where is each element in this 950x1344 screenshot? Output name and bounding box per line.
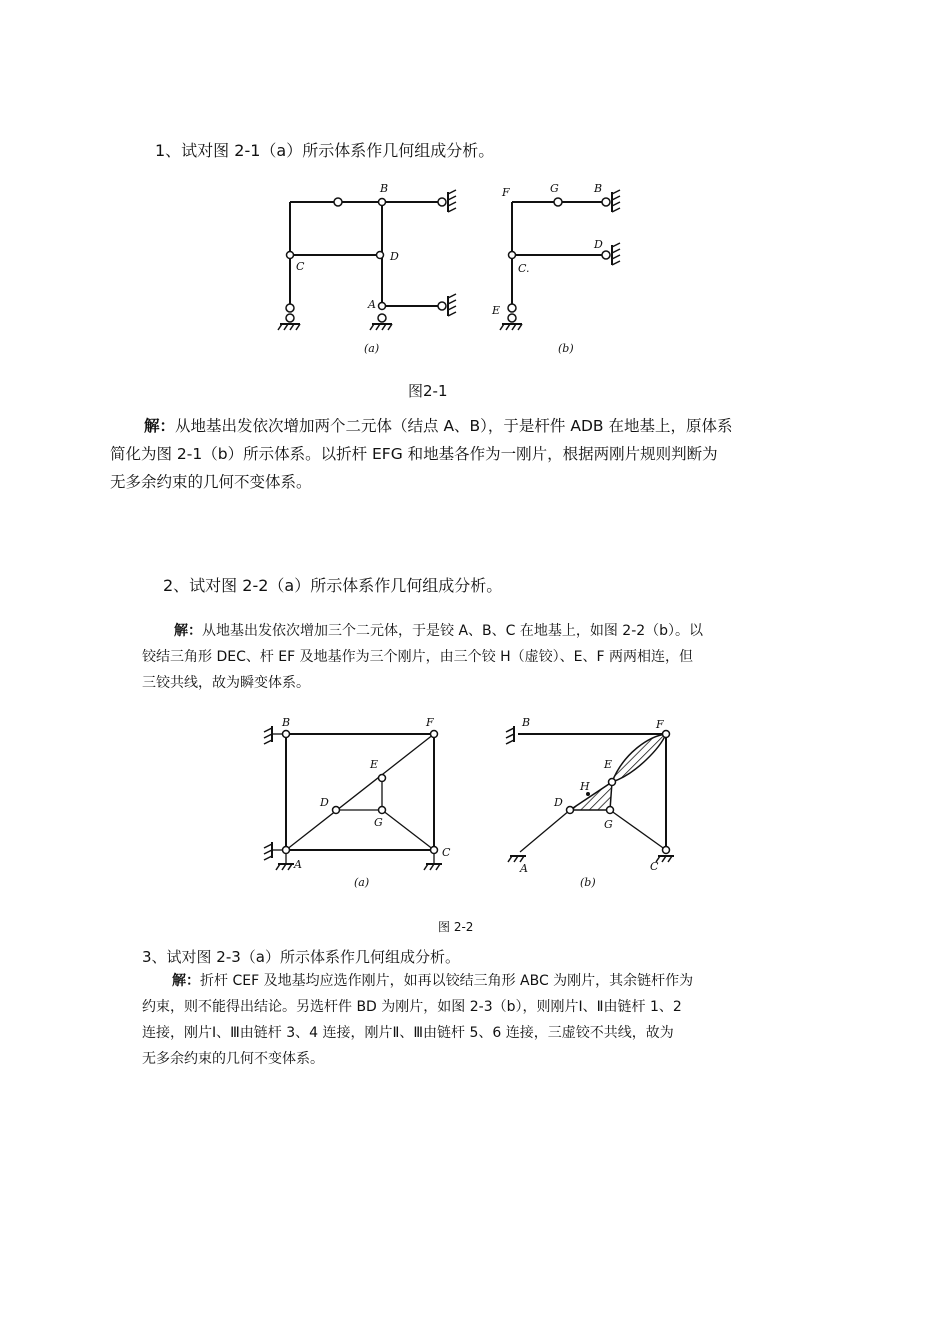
label-H: H xyxy=(580,780,590,793)
label-G: G xyxy=(550,182,559,195)
label-F: F xyxy=(656,718,664,731)
solution-line-4: 无多余约束的几何不变体系。 xyxy=(142,1051,324,1067)
label-A: A xyxy=(520,862,528,875)
figure-2-2a xyxy=(258,712,468,892)
solution-line-2: 简化为图 2-1（b）所示体系。以折杆 EFG 和地基各作为一刚片，根据两刚片规则判断为 xyxy=(110,445,718,463)
subcaption-a: (a) xyxy=(364,342,380,355)
figure-2-2-caption: 图 2-2 xyxy=(438,920,474,934)
label-D: D xyxy=(554,796,563,809)
figure-2-1-caption: 图2-1 xyxy=(408,382,448,400)
label-F: F xyxy=(502,186,510,199)
label-G: G xyxy=(374,816,383,829)
label-D: D xyxy=(320,796,329,809)
label-C: C xyxy=(442,846,451,859)
solution-lead: 解： xyxy=(174,623,202,639)
label-A: A xyxy=(294,858,302,871)
solution-line-1: 折杆 CEF 及地基均应选作刚片，如再以铰结三角形 ABC 为刚片，其余链杆作为 xyxy=(200,973,694,989)
label-A: A xyxy=(368,298,376,311)
solution-lead: 解： xyxy=(172,973,200,989)
solution-lead: 解： xyxy=(144,417,176,435)
label-C: C xyxy=(296,260,305,273)
solution-line-2: 约束，则不能得出结论。另选杆件 BD 为刚片，如图 2-3（b），则刚片Ⅰ、Ⅱ由链杆 1、2 xyxy=(142,999,682,1015)
label-B: B xyxy=(282,716,291,729)
label-C: C. xyxy=(518,262,530,275)
figure-2-2b xyxy=(500,712,710,892)
label-E: E xyxy=(370,758,379,771)
solution-line-3: 连接，刚片Ⅰ、Ⅲ由链杆 3、4 连接，刚片Ⅱ、Ⅲ由链杆 5、6 连接，三虚铰不共线，故为 xyxy=(142,1025,674,1041)
subcaption-b: (b) xyxy=(558,342,574,355)
problem2-solution xyxy=(142,618,822,696)
figure-2-1a xyxy=(270,178,470,358)
label-E: E xyxy=(492,304,501,317)
label-B: B xyxy=(380,182,389,195)
problem1-question: 1、试对图 2-1（a）所示体系作几何组成分析。 xyxy=(155,141,495,160)
label-F: F xyxy=(426,716,434,729)
problem1-solution xyxy=(110,412,870,496)
label-E: E xyxy=(604,758,613,771)
solution-line-1: 从地基出发依次增加三个二元体，于是铰 A、B、C 在地基上，如图 2-2（b）。以 xyxy=(202,623,704,639)
solution-line-1: 从地基出发依次增加两个二元体（结点 A、B），于是杆件 ADB 在地基上，原体系 xyxy=(175,417,733,435)
problem3-solution xyxy=(142,968,822,1072)
solution-line-3: 三铰共线，故为瞬变体系。 xyxy=(142,675,310,691)
label-B: B xyxy=(594,182,603,195)
label-C: C xyxy=(650,860,659,873)
problem2-question: 2、试对图 2-2（a）所示体系作几何组成分析。 xyxy=(163,576,503,595)
label-B: B xyxy=(522,716,531,729)
solution-line-3: 无多余约束的几何不变体系。 xyxy=(110,473,312,491)
label-D: D xyxy=(390,250,399,263)
solution-line-2: 铰结三角形 DEC、杆 EF 及地基作为三个刚片，由三个铰 H（虚铰）、E、F 两两相连，但 xyxy=(142,649,693,665)
subcaption-b: (b) xyxy=(580,876,596,889)
problem3-question: 3、试对图 2-3（a）所示体系作几何组成分析。 xyxy=(142,948,461,966)
subcaption-a: (a) xyxy=(354,876,370,889)
label-G: G xyxy=(604,818,613,831)
figure-2-1b xyxy=(490,178,650,358)
label-D: D xyxy=(594,238,603,251)
